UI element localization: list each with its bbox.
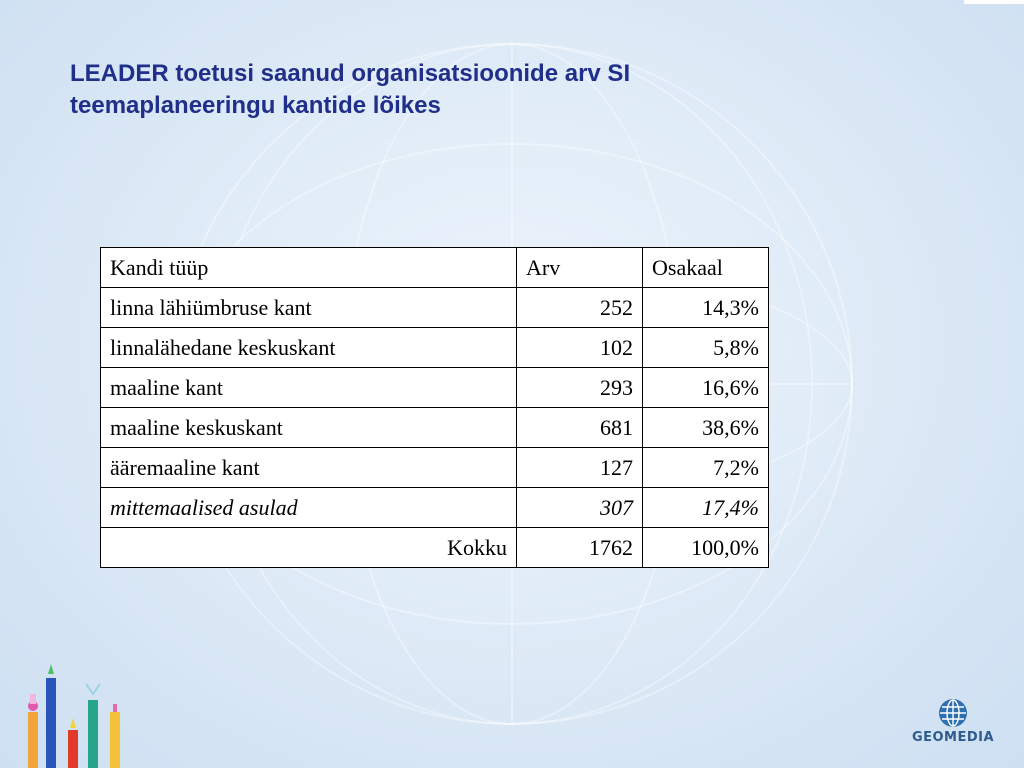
table-row [101, 448, 769, 488]
cell-type: ääremaaline kant [101, 448, 517, 488]
cell-type: maaline keskuskant [101, 408, 517, 448]
geomedia-logo [908, 698, 998, 750]
slide-title [70, 58, 830, 122]
table-row [101, 408, 769, 448]
header-cell-share: Osakaal [643, 248, 769, 288]
total-share: 100,0% [643, 528, 769, 568]
cell-type: linna lähiümbruse kant [101, 288, 517, 328]
table-row [101, 328, 769, 368]
total-label: Kokku [101, 528, 517, 568]
header-cell-count: Arv [517, 248, 643, 288]
cell-count: 102 [517, 328, 643, 368]
cell-share: 16,6% [643, 368, 769, 408]
top-right-mark [964, 0, 1024, 4]
cell-type: mittemaalised asulad [101, 488, 517, 528]
table-row [101, 368, 769, 408]
table-row [101, 288, 769, 328]
table-total-row [101, 528, 769, 568]
total-count: 1762 [517, 528, 643, 568]
cell-share: 7,2% [643, 448, 769, 488]
table-header-row [101, 248, 769, 288]
slide-title-line-2: teemaplaneeringu kantide lõikes [70, 92, 441, 119]
table-row [101, 488, 769, 528]
cell-type: linnalähedane keskuskant [101, 328, 517, 368]
cell-count: 252 [517, 288, 643, 328]
cell-count: 681 [517, 408, 643, 448]
candles-icon [18, 660, 138, 768]
header-cell-type: Kandi tüüp [101, 248, 517, 288]
cell-count: 307 [517, 488, 643, 528]
cell-share: 38,6% [643, 408, 769, 448]
cell-type: maaline kant [101, 368, 517, 408]
data-table [100, 247, 769, 568]
cell-count: 127 [517, 448, 643, 488]
globe-icon [938, 698, 968, 728]
cell-count: 293 [517, 368, 643, 408]
cell-share: 17,4% [643, 488, 769, 528]
cell-share: 5,8% [643, 328, 769, 368]
cell-share: 14,3% [643, 288, 769, 328]
slide-title-line-1: LEADER toetusi saanud organisatsioonide arv SI [70, 60, 631, 87]
logo-text: GEOMEDIA [911, 730, 995, 745]
